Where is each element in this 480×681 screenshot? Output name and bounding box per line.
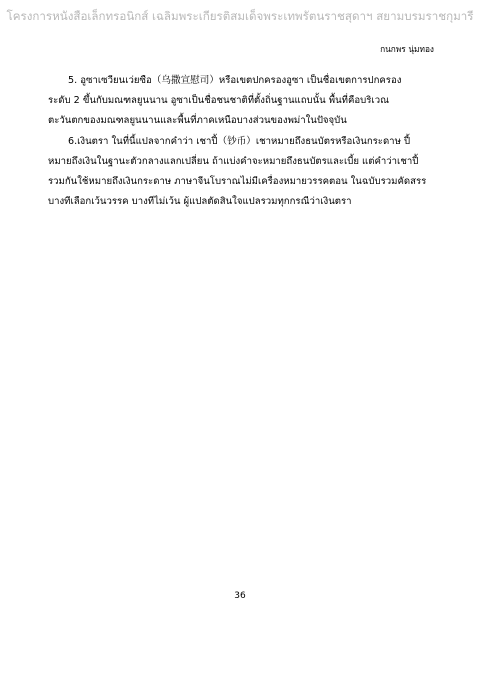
text-line: รวมกันใช้หมายถึงเงินกระดาษ ภาษาจีนโบราณไม่มีเครื่องหมายวรรคตอน ในฉบับรวมคัดสรร: [48, 175, 427, 187]
text-line: หมายถึงเงินในฐานะตัวกลางแลกเปลี่ยน ถ้าแบ่งคำจะหมายถึงธนบัตรและเบี้ย แต่คำว่าเชาปี้: [48, 155, 419, 167]
footnote-paragraph: [48, 71, 440, 132]
text-line: 5. อูซาเซวียนเว่ยซือ（乌撒宣慰司）หรือเขตปกครองอูซา เป็นชื่อเขตการปกครอง: [68, 75, 402, 86]
footnotes-body: [48, 71, 440, 212]
text-line: บางทีเลือกเว้นวรรค บางทีไม่เว้น ผู้แปลตัดสินใจแปลรวมทุกกรณีว่าเงินตรา: [48, 196, 352, 208]
text-line: ระดับ 2 ขึ้นกับมณฑลยูนนาน อูซาเป็นชื่อชนชาติที่ตั้งถิ่นฐานแถบนั้น พื้นที่คือบริเวณ: [48, 95, 389, 107]
author-name: กนกพร นุ่มทอง: [380, 44, 434, 54]
page-number: 36: [234, 591, 246, 601]
text-line: ตะวันตกของมณฑลยูนนานและพื้นที่ภาคเหนือบางส่วนของพม่าในปัจจุบัน: [48, 115, 347, 127]
text-line: 6.เงินตรา ในที่นี้แปลจากคำว่า เชาปี้（钞币）เชาหมายถึงธนบัตรหรือเงินกระดาษ ปี้: [68, 135, 411, 147]
header-title: โครงการหนังสือเล็กทรอนิกส์ เฉลิมพระเกียรติสมเด็จพระเทพรัตนราชสุดาฯ สยามบรมราชกุมารี: [6, 9, 474, 23]
footnote-paragraph: [48, 132, 440, 213]
